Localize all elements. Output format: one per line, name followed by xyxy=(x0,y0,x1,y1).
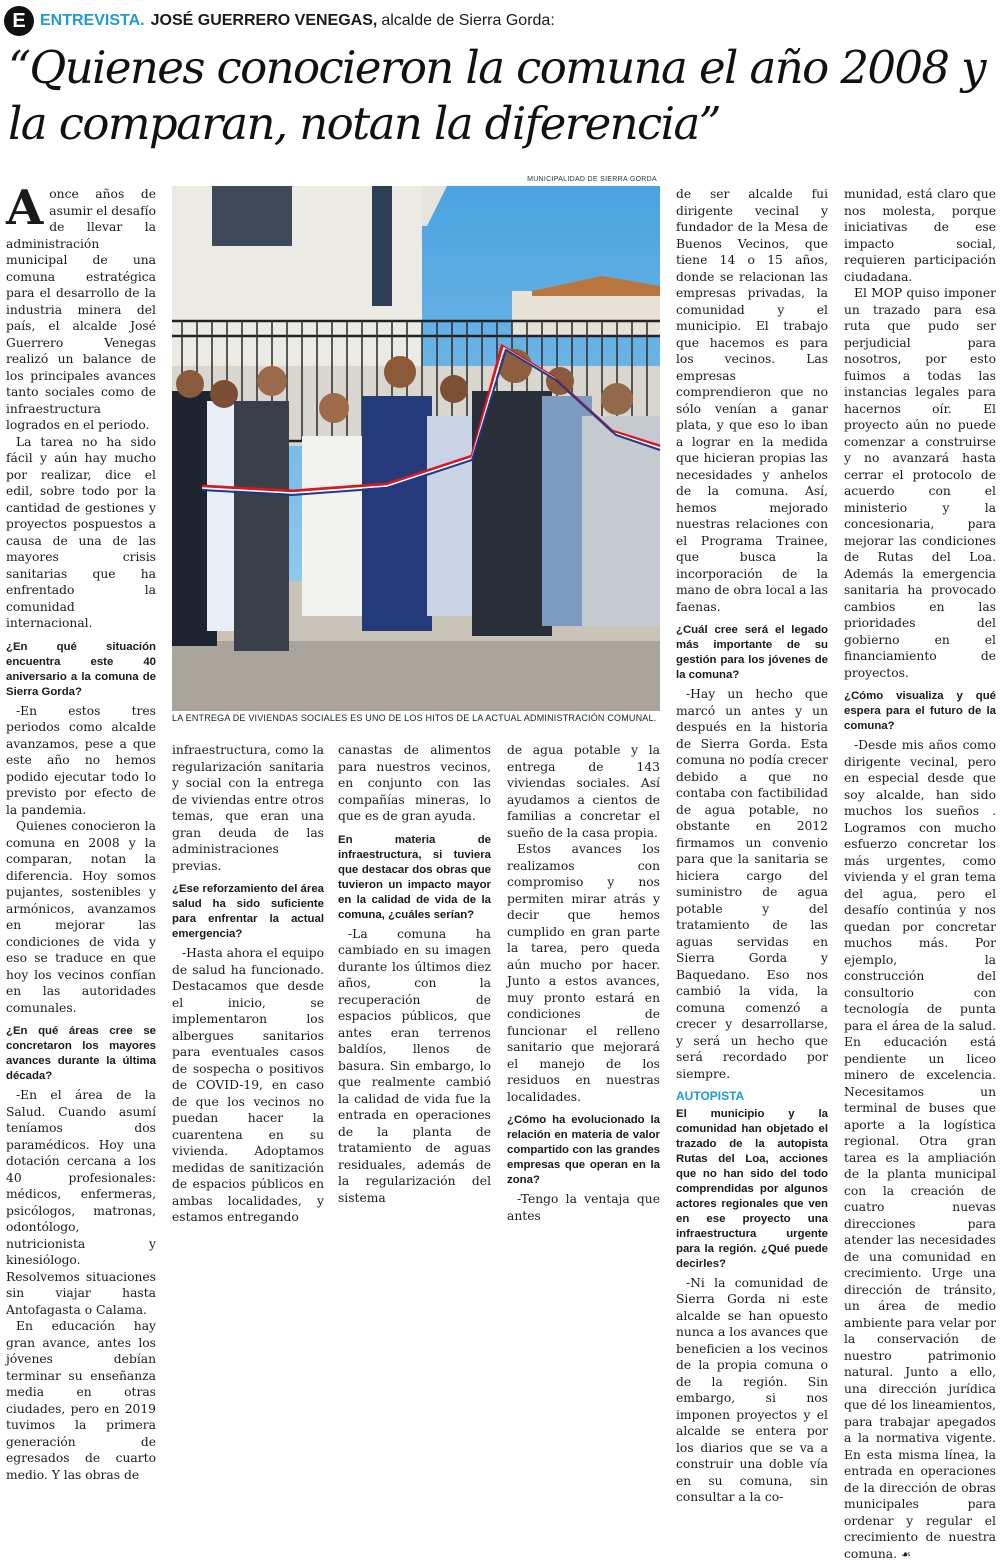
question: ¿Cómo ha evolucionado la relación en materia de valor compartido con las grandes empresas que operan en la zona? xyxy=(507,1114,660,1186)
paragraph: Quienes conocieron la comuna en 2008 y la comparan, notan la diferencia. Hoy somos pujantes, sostenibles y armónicos, avanzamos en mejorar las condiciones de vida y eso se traduce en que hoy los vecinos confían en las autoridades comunales. xyxy=(6,819,156,1015)
ribbon-cutting-photo xyxy=(172,186,660,711)
question: ¿En qué situación encuentra este 40 aniversario a la comuna de Sierra Gorda? xyxy=(6,640,156,698)
photo-illustration xyxy=(172,186,660,711)
answer: -La comuna ha cambiado en su imagen durante los últimos diez años, con la recuperación de espacios públicos, que antes eran terrenos baldíos, llenos de basura. Sin embargo, lo que realmente cambió la calidad de vida fue la entrada en operaciones de la planta de tratamiento de aguas residuales, además de la regularización del sistema xyxy=(338,926,491,1205)
question: ¿En qué áreas cree se concretaron los mayores avances durante la última década? xyxy=(6,1025,156,1082)
paragraph: infraestructura, como la regularización sanitaria y social con la entrega de viviendas entre otros temas, que eran una gran deuda de las administraciones previas. xyxy=(172,743,324,873)
paragraph: Estos avances los realizamos con compromiso y nos permiten mirar atrás y decir que hemos cumplido en gran parte la tarea, pero queda aún mucho por hacer. Junto a estos avances, muy pronto estará en condiciones de funcionar el relleno sanitario que mejorará el manejo de los residuos en nuestras localidades. xyxy=(507,842,660,1104)
answer: -En el área de la Salud. Cuando asumí teníamos dos paramédicos. Hoy una dotación cercana a los 40 profesionales: médicos, enfermeras, psicólogos, matronas, odontólogo, nutricionista y kinesiólogo. Resolvemos situaciones sin viajar hasta Antofagasta o Calama. xyxy=(6,1088,156,1317)
photo-credit: MUNICIPALIDAD DE SIERRA GORDA xyxy=(527,176,657,183)
paragraph: La tarea no ha sido fácil y aún hay mucho por realizar, dice el edil, sobre todo por la cantidad de gestiones y proyectos pospuestos a causa de una de las mayores crisis sanitarias que ha enfrentado la comunidad internacional. xyxy=(6,434,156,630)
interviewee-name: JOSÉ GUERRERO VENEGAS, xyxy=(150,12,378,29)
photo-caption: LA ENTREGA DE VIVIENDAS SOCIALES ES UNO DE LOS HITOS DE LA ACTUAL ADMINISTRACIÓN COMUNAL. xyxy=(172,713,657,723)
answer: -Ni la comunidad de Sierra Gorda ni este alcalde se han opuesto nunca a los avances que beneficien a los vecinos de la propia comuna o de la región. Sin embargo, si nos imponen proyectos y el alcalde se entera por los diarios que se va a construir una doble vía en su comuna, sin consultar a la co- xyxy=(676,1275,828,1504)
answer: -Tengo la ventaja que antes xyxy=(507,1192,660,1223)
end-mark: ☙ xyxy=(901,1548,911,1561)
column-5 xyxy=(676,186,828,1504)
section-label: ENTREVISTA. xyxy=(40,12,145,29)
question: En materia de infraestructura, si tuviera que destacar dos obras que tuvieron un impacto mayor en la calidad de vida de la comuna, ¿cuáles serían? xyxy=(338,833,491,921)
column-4 xyxy=(507,742,660,1223)
paragraph: En educación hay gran avance, antes los jóvenes debían terminar su enseñanza media en otras ciudades, pero en 2019 tuvimos la primera generación de egresados de cuarto medio. Y las obras de xyxy=(6,1319,156,1482)
paragraph: de ser alcalde fui dirigente vecinal y fundador de la Mesa de Buenos Vecinos, que tiene 14 o 15 años, donde se relacionan las empresas privadas, la comunidad y el municipio. El trabajo que hacemos es para los vecinos. Las empresas comprendieron que no sólo venían a ganar plata, y que eso lo iban a lograr en la medida que hicieran propias las necesidades y anhelos de la comuna. Así, hemos mejorado nuestras relaciones con el Programa Trainee, que busca la incorporación de la mano de obra local a las faenas. xyxy=(676,187,828,614)
interviewee-role: alcalde de Sierra Gorda: xyxy=(381,12,555,29)
paragraph: El MOP quiso imponer un trazado para esa ruta que pudo ser perjudicial para nosotros, por esto fuimos a todas las instancias legales para hacernos oír. El proyecto aún no puede comenzar a construirse y no avanzará hasta cerrar el protocolo de acuerdo con el ministerio y la concesionaria, para mejorar las condiciones de Rutas del Loa. Además la emergencia sanitaria ha provocado cambios en las prioridades del gobierno en el financiamiento de proyectos. xyxy=(844,286,996,680)
paragraph: munidad, está claro que nos molesta, porque iniciativas de ese impacto social, requieren participación ciudadana. xyxy=(844,187,996,284)
question: ¿Ese reforzamiento del área salud ha sido suficiente para enfrentar la actual emergencia? xyxy=(172,883,324,940)
section-badge: E xyxy=(4,6,34,36)
question: El municipio y la comunidad han objetado el trazado de la autopista Rutas del Loa, acciones que no han sido del todo comprendidas por algunos actores regionales que ven en ese proyecto una infraestructura urgente para la región. ¿Qué puede decirles? xyxy=(676,1107,828,1270)
question: ¿Cuál cree será el legado más importante de su gestión para los jóvenes de la comuna? xyxy=(676,624,828,681)
paragraph: de agua potable y la entrega de 143 viviendas sociales. Así ayudamos a cientos de familias a concretar el sueño de la casa propia. xyxy=(507,743,660,840)
answer: -Hasta ahora el equipo de salud ha funcionado. Destacamos que desde el inicio, se implementaron los albergues sanitarios para eventuales casos de sospecha o positivos de COVID-19, en caso de que los vecinos no puedan hacer la cuarentena en su vivienda. Adoptamos medidas de sanitización de espacios públicos en ambas localidades, y estamos entregando xyxy=(172,946,324,1224)
dropcap: A xyxy=(6,180,44,236)
column-3 xyxy=(338,742,491,1205)
column-6 xyxy=(844,186,996,1561)
column-1 xyxy=(6,180,156,1482)
column-2 xyxy=(172,742,324,1224)
article-kicker xyxy=(4,4,555,38)
headline: “Quienes conocieron la comuna el año 2008 y la comparan, notan la diferencia” xyxy=(8,41,985,150)
question: ¿Cómo visualiza y qué espera para el futuro de la comuna? xyxy=(844,690,996,732)
intro-paragraph: once años de asumir el desafío de llevar la administración municipal de una comuna estratégica para el desarrollo de la industria minera del país, el alcalde José Guerrero Venegas realizó un balance de los principales avances tanto sociales como de infraestructura logrados en el periodo. xyxy=(6,187,156,432)
answer: -Hay un hecho que marcó un antes y un después en la historia de Sierra Gorda. Esta comuna no podía crecer debido a que no contaba con factibilidad de agua potable, no obstante en 2012 firmamos un convenio para que la sanitaria se hiciera cargo del suministro de agua potable y del tratamiento de las aguas servidas en Sierra Gorda y Baquedano. Eso nos cambió la vida, la comuna comenzó a crecer y desarrollarse, y será un hecho que será recordado por siempre. xyxy=(676,687,828,1081)
answer xyxy=(844,737,996,1563)
subheading: AUTOPISTA xyxy=(676,1089,745,1103)
answer: -En estos tres periodos como alcalde avanzamos, pese a que este año no hemos podido ejecutar todo lo previsto por efecto de la pandemia. xyxy=(6,703,156,817)
paragraph: canastas de alimentos para nuestros vecinos, en conjunto con las compañías mineras, lo que es de gran ayuda. xyxy=(338,743,491,823)
answer-text: -Desde mis años como dirigente vecinal, pero en especial desde que soy alcalde, han sido muchos los sueños . Logramos con mucho esfuerzo concretar los más urgentes, como vivienda y el gran tema del agua, pero el desafío continúa y nos quedan por concretar muchos más. Por ejemplo, la construcción del consultorio con tecnología de punta para el área de la salud. En educación está pendiente un liceo minero de excelencia. Necesitamos un terminal de buses que aporte a la logística regional. Otra gran tarea es la ampliación de la planta municipal con la creación de cuatro nuevas direcciones para atender las necesidades de una comunidad en crecimiento. Urge una dirección de tránsito, un área de medio ambiente para velar por la conservación de nuestro patrimonio natural. Junto a ello, una dirección jurídica que dé los lineamientos, para trabajar apegados a la normativa vigente. En esta misma línea, la entrada en operaciones de la dirección de obras municipales para ordenar y regular el crecimiento de nuestra comuna. xyxy=(844,738,996,1561)
